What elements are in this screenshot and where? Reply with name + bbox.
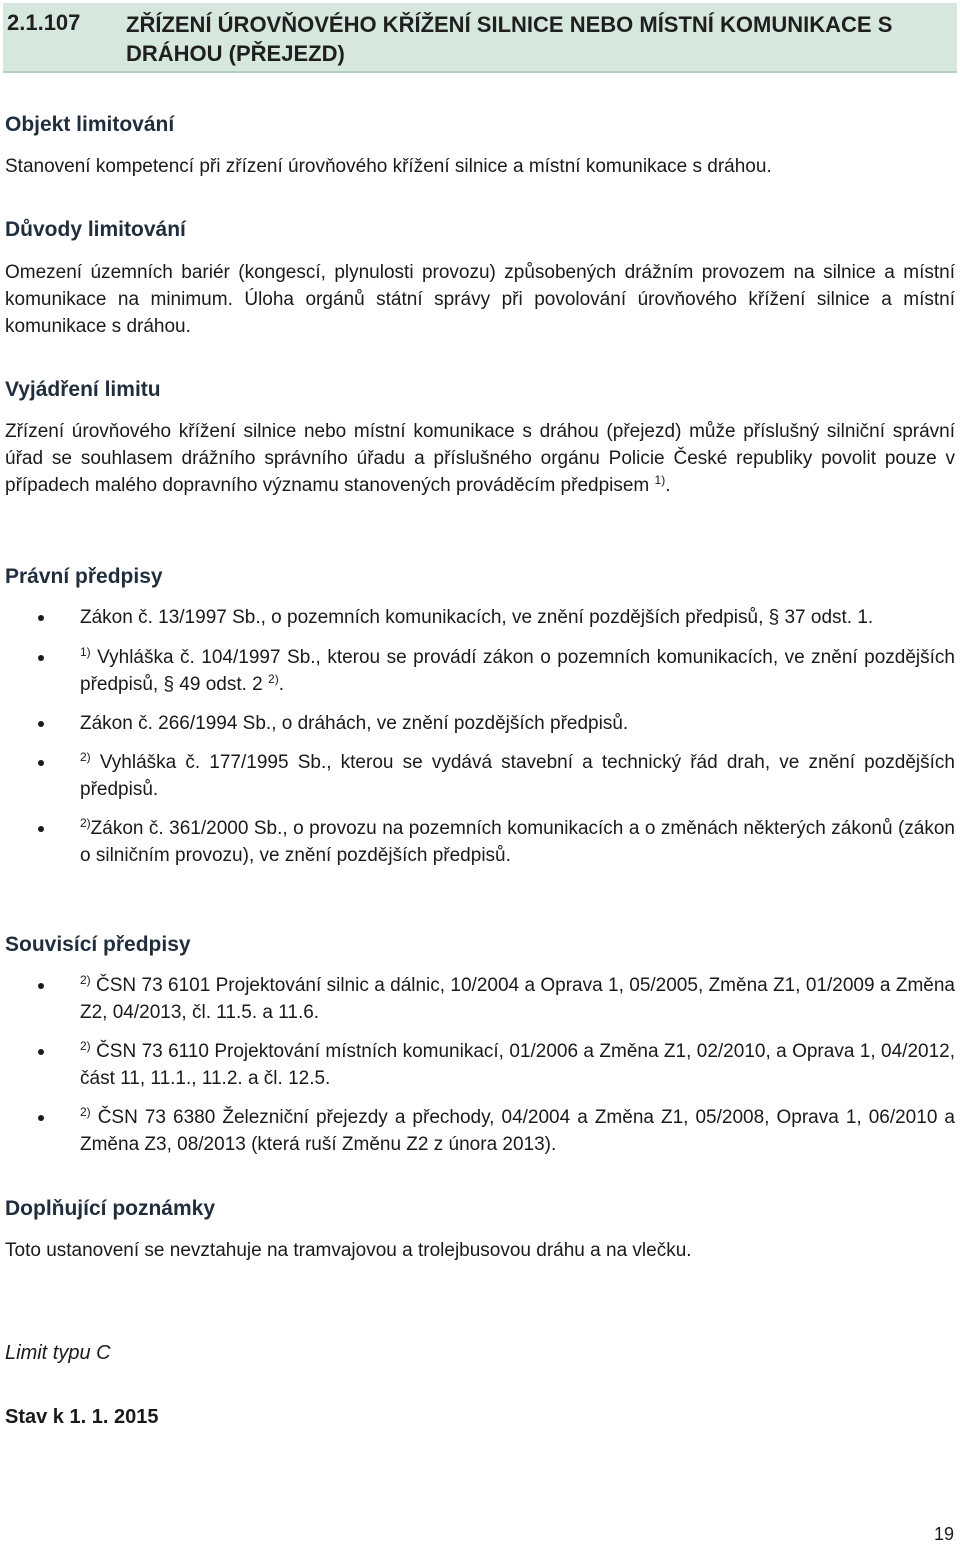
heading-objekt: Objekt limitování bbox=[5, 113, 175, 136]
list-item bbox=[0, 604, 955, 631]
list-item-text: Zákon č. 361/2000 Sb., o provozu na pozemních komunikacích a o změnách některých zákonů (zákon o silničním provozu), ve znění pozdějších předpisů. bbox=[80, 818, 955, 866]
footnote-ref: 2) bbox=[80, 750, 91, 764]
text-doplnujici: Toto ustanovení se nevztahuje na tramvajovou a trolejbusovou dráhu a na vlečku. bbox=[5, 1240, 692, 1261]
heading-doplnujici: Doplňující poznámky bbox=[5, 1197, 216, 1220]
list-item bbox=[0, 749, 955, 803]
limit-type: Limit typu C bbox=[5, 1342, 111, 1364]
list-item-text: Zákon č. 13/1997 Sb., o pozemních komunikacích, ve znění pozdějších předpisů, § 37 odst. 1. bbox=[80, 607, 874, 628]
list-souvisici bbox=[0, 972, 955, 1158]
list-pravni bbox=[0, 604, 955, 869]
bullet-icon bbox=[38, 1115, 44, 1121]
heading-pravni: Právní předpisy bbox=[5, 565, 163, 588]
section-title-box bbox=[3, 3, 957, 73]
footnote-ref: 2) bbox=[80, 816, 91, 830]
footnote-ref: 2) bbox=[268, 672, 279, 686]
heading-duvody: Důvody limitování bbox=[5, 218, 186, 241]
section-title: ZŘÍZENÍ ÚROVŇOVÉHO KŘÍŽENÍ SILNICE NEBO MÍSTNÍ KOMUNIKACE S DRÁHOU (PŘEJEZD) bbox=[126, 12, 893, 66]
text-vyjadreni-end: . bbox=[665, 475, 671, 496]
status-date: Stav k 1. 1. 2015 bbox=[5, 1406, 159, 1428]
list-item-text: Vyhláška č. 104/1997 Sb., kterou se provádí zákon o pozemních komunikacích, ve znění pozdějších předpisů, § 49 odst. 2 bbox=[80, 647, 955, 695]
bullet-icon bbox=[38, 615, 44, 621]
bullet-icon bbox=[38, 983, 44, 989]
bullet-icon bbox=[38, 1049, 44, 1055]
footnote-ref: 1) bbox=[654, 473, 666, 487]
text-vyjadreni-body: Zřízení úrovňového křížení silnice nebo místní komunikace s dráhou (přejezd) může příslušný silniční správní úřad se souhlasem drážního správního úřadu a příslušného orgánu Policie České republiky povolit pouze v případech malého dopravního významu stanovených prováděcím předpisem bbox=[5, 421, 955, 496]
list-item-text: Vyhláška č. 177/1995 Sb., kterou se vydává stavební a technický řád drah, ve znění pozdějších předpisů. bbox=[80, 752, 955, 800]
heading-souvisici: Souvisící předpisy bbox=[5, 933, 191, 956]
page-number: 19 bbox=[933, 1524, 954, 1544]
list-item bbox=[0, 815, 955, 869]
heading-vyjadreni: Vyjádření limitu bbox=[5, 378, 161, 401]
list-item bbox=[0, 644, 955, 698]
footnote-ref: 2) bbox=[80, 1039, 91, 1053]
list-item bbox=[0, 1104, 955, 1158]
footnote-ref: 2) bbox=[80, 973, 91, 987]
footnote-ref: 1) bbox=[80, 645, 91, 659]
text-objekt: Stanovení kompetencí při zřízení úrovňového křížení silnice a místní komunikace s dráhou. bbox=[5, 156, 772, 177]
list-item bbox=[0, 1038, 955, 1092]
list-item-text: ČSN 73 6110 Projektování místních komunikací, 01/2006 a Změna Z1, 02/2010, a Oprava 1, 04/2012, část 11, 11.1., 11.2. a čl. 12.5. bbox=[80, 1041, 955, 1089]
bullet-icon bbox=[38, 721, 44, 727]
footnote-ref: 2) bbox=[80, 1105, 91, 1119]
list-item bbox=[0, 972, 955, 1026]
bullet-icon bbox=[38, 826, 44, 832]
list-item bbox=[0, 710, 955, 737]
list-item-end: . bbox=[278, 674, 284, 695]
bullet-icon bbox=[38, 655, 44, 661]
text-duvody: Omezení územních bariér (kongescí, plynulosti provozu) způsobených drážním provozem na silnice a místní komunikace na minimum. Úloha orgánů státní správy při povolování úrovňového křížení silnice a místní komunikace s dráhou. bbox=[5, 262, 955, 337]
text-vyjadreni bbox=[5, 418, 955, 499]
list-item-text: Zákon č. 266/1994 Sb., o dráhách, ve znění pozdějších předpisů. bbox=[80, 713, 629, 734]
list-item-text: ČSN 73 6101 Projektování silnic a dálnic, 10/2004 a Oprava 1, 05/2005, Změna Z1, 01/2009 a Změna Z2, 04/2013, čl. 11.5. a 11.6. bbox=[80, 975, 955, 1023]
bullet-icon bbox=[38, 760, 44, 766]
list-item-text: ČSN 73 6380 Železniční přejezdy a přechody, 04/2004 a Změna Z1, 05/2008, Oprava 1, 06/2010 a Změna Z3, 08/2013 (která ruší Změnu Z2 z února 2013). bbox=[80, 1107, 955, 1155]
section-number: 2.1.107 bbox=[7, 10, 81, 35]
